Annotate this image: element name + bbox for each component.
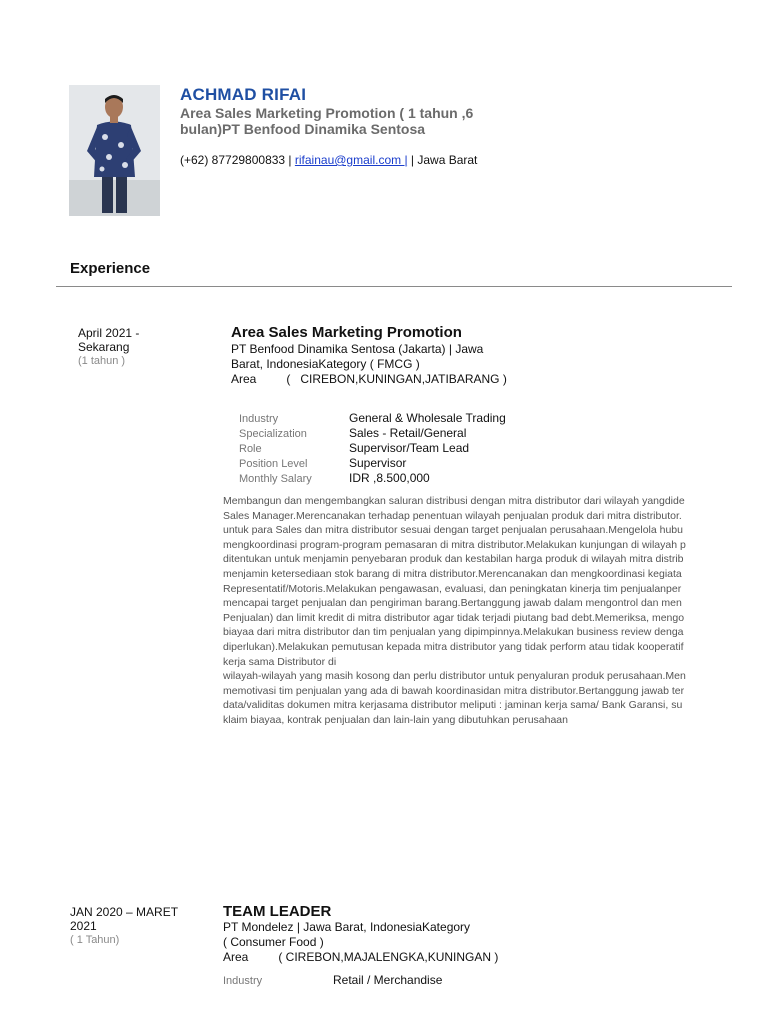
detail-row-position-level xyxy=(239,455,506,470)
description-line: Representatif/Motoris.Melakukan pengawasan, evaluasi, dan peningkatan kinerja tim penjualanper xyxy=(223,582,682,595)
description-line: biayaa dari mitra distributor dan tim penjualan yang dipimpinnya.Melakukan business review denga xyxy=(223,626,684,639)
person-photo-icon xyxy=(69,85,160,216)
description-line: klaim biayaa, kontrak penjualan dan lain-lain yang dibutuhkan perusahaan xyxy=(223,713,568,726)
detail-row-monthly-salary xyxy=(239,470,506,485)
description-line: Membangun dan mengembangkan saluran distribusi dengan mitra distributor dari wilayah yangdide xyxy=(223,495,685,507)
detail-row-industry xyxy=(223,972,442,987)
experience-company xyxy=(231,342,483,372)
contact-info xyxy=(180,153,477,167)
detail-label: Monthly Salary xyxy=(239,473,312,485)
experience-details xyxy=(223,972,442,987)
description-line: data/validitas dokumen mitra kerjasama distributor meliputi : jaminan kerja sama/ Bank Garansi, su xyxy=(223,699,683,712)
experience-title: Area Sales Marketing Promotion xyxy=(231,324,462,341)
detail-label: Position Level xyxy=(239,458,308,470)
experience-date xyxy=(78,326,139,368)
description-line: memotivasi tim penjualan yang ada di bawah koordinasidan mitra distributor.Bertanggung jawab ter xyxy=(223,684,685,697)
detail-value: Sales - Retail/General xyxy=(349,426,467,440)
experience-date-end: Sekarang xyxy=(78,340,130,354)
description-line: mengkoordinasi program-program pemasaran di mitra distributor.Melakukan kunjungan di wilayah p xyxy=(223,538,686,551)
experience-area: Area ( CIREBON,MAJALENGKA,KUNINGAN ) xyxy=(223,950,499,964)
detail-row-industry xyxy=(239,410,506,425)
description-line: wilayah-wilayah yang masih kosong dan perlu distributor untuk penyaluran produk perusahaan.Men xyxy=(223,670,686,683)
experience-area: Area ( CIREBON,KUNINGAN,JATIBARANG ) xyxy=(231,372,507,386)
email-link[interactable]: rifainau@gmail.com | xyxy=(294,153,408,167)
detail-label: Industry xyxy=(239,413,279,425)
description-line: kerja sama Distributor di xyxy=(223,655,337,668)
experience-company-line-2: ( Consumer Food ) xyxy=(223,935,324,949)
experience-date xyxy=(70,905,178,947)
section-title-experience: Experience xyxy=(70,260,151,277)
candidate-headline xyxy=(180,105,500,137)
location: | Jawa Barat xyxy=(410,153,478,167)
experience-company-line-2: Barat, IndonesiaKategory ( FMCG ) xyxy=(231,357,420,371)
detail-value: Retail / Merchandise xyxy=(333,973,443,987)
description-line: mencapai target penjualan dan pengiriman barang.Bertanggung jawab dalam mengontrol dan men xyxy=(223,597,682,610)
detail-value: Supervisor xyxy=(349,456,407,470)
experience-duration: (1 tahun ) xyxy=(78,355,126,367)
description-line: Sales Manager.Merencanakan terhadap penentuan wilayah penjualan produk dari mitra distributor. xyxy=(223,509,682,522)
description-line: Penjualan) dan limit kredit di mitra distributor agar tidak terjadi piutang bad debt.Memeriksa, mengo xyxy=(223,611,685,624)
detail-row-specialization xyxy=(239,425,506,440)
detail-label: Industry xyxy=(223,975,263,987)
experience-date-start: JAN 2020 – MARET xyxy=(70,905,179,919)
experience-details xyxy=(239,410,506,485)
experience-company-line-1: PT Benfood Dinamika Sentosa (Jakarta) | Jawa xyxy=(231,342,484,356)
phone-number: (+62) 87729800833 | xyxy=(180,153,292,167)
experience-company xyxy=(223,920,470,950)
section-divider xyxy=(56,286,732,287)
detail-row-role xyxy=(239,440,506,455)
experience-date-end: 2021 xyxy=(70,919,97,933)
description-line: ditentukan untuk menjamin penyebaran produk dan kestabilan harga produk di wilayah mitra distrib xyxy=(223,553,684,566)
profile-photo xyxy=(69,85,160,216)
detail-label: Role xyxy=(239,443,262,455)
description-line: diperlukan).Melakukan pemutusan kepada mitra distributor yang tidak perform atau tidak kooperatif xyxy=(223,640,684,653)
headline-line-1: Area Sales Marketing Promotion ( 1 tahun ,6 xyxy=(180,105,474,121)
experience-company-line-1: PT Mondelez | Jawa Barat, IndonesiaKategory xyxy=(223,920,471,934)
detail-label: Specialization xyxy=(239,428,307,440)
detail-value: Supervisor/Team Lead xyxy=(349,441,470,455)
experience-date-start: April 2021 - xyxy=(78,326,140,340)
experience-duration: ( 1 Tahun) xyxy=(70,934,120,946)
detail-value: General & Wholesale Trading xyxy=(349,411,506,425)
detail-value: IDR ,8.500,000 xyxy=(349,471,430,485)
headline-line-2: bulan)PT Benfood Dinamika Sentosa xyxy=(180,121,426,137)
experience-title: TEAM LEADER xyxy=(223,903,332,920)
description-line: menjamin ketersediaan stok barang di mitra distributor.Merencanakan dan mengkoordinasi kegiata xyxy=(223,567,682,580)
candidate-name: ACHMAD RIFAI xyxy=(180,85,307,104)
description-line: untuk para Sales dan mitra distributor sesuai dengan target penjualan perusahaan.Mengelola hubu xyxy=(223,524,683,537)
experience-description xyxy=(223,494,733,728)
